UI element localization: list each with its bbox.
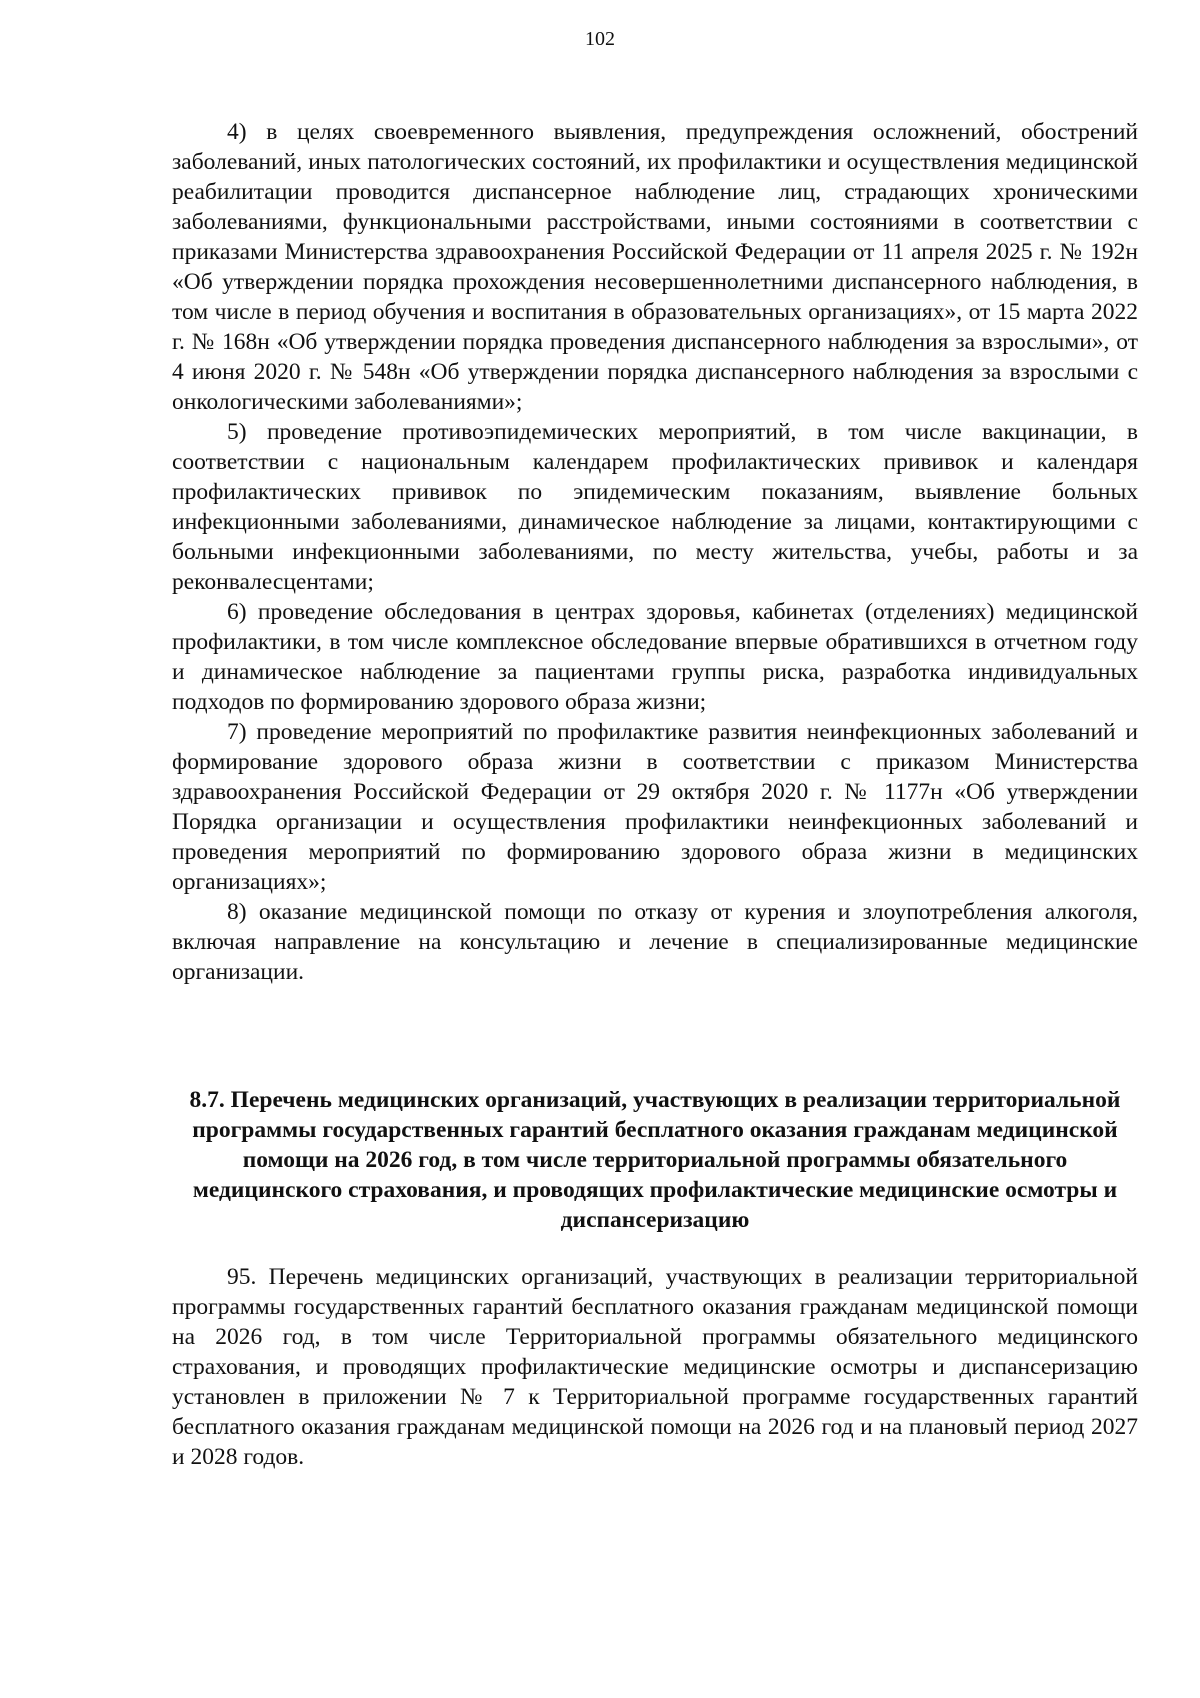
page-number: 102 <box>585 28 615 50</box>
list-item-4: 4) в целях своевременного выявления, предупреждения осложнений, обострений заболеваний, иных патологических состояний, их профилактики и осуществления медицинской реабилитации проводится диспансерное наблюдение лиц, страдающих хроническими заболеваниями, функциональными расстройствами, иными состояниями в соответствии с приказами Министерства здравоохранения Российской Федерации от 11 апреля 2025 г. № 192н «Об утверждении порядка прохождения несовершеннолетними диспансерного наблюдения, в том числе в период обучения и воспитания в образовательных организациях», от 15 марта 2022 г. № 168н «Об утверждении порядка проведения диспансерного наблюдения за взрослыми», от 4 июня 2020 г. № 548н «Об утверждении порядка диспансерного наблюдения за взрослыми с онкологическими заболеваниями»; <box>172 119 1138 415</box>
list-item-6: 6) проведение обследования в центрах здоровья, кабинетах (отделениях) медицинской профилактики, в том числе комплексное обследование впервые обратившихся в отчетном году и динамическое наблюдение за пациентами группы риска, разработка индивидуальных подходов по формированию здорового образа жизни; <box>172 599 1138 715</box>
section-heading: 8.7. Перечень медицинских организаций, участвующих в реализации территориальной программы государственных гарантий бесплатного оказания гражданам медицинской помощи на 2026 год, в том числе территориальной программы обязательного медицинского страхования, и проводящих профилактические медицинские осмотры и диспансеризацию <box>189 1087 1121 1233</box>
paragraph-95: 95. Перечень медицинских организаций, участвующих в реализации территориальной программы государственных гарантий бесплатного оказания гражданам медицинской помощи на 2026 год, в том числе Территориальной программы обязательного медицинского страхования, и проводящих профилактические медицинские осмотры и диспансеризацию установлен в приложении № 7 к Территориальной программе государственных гарантий бесплатного оказания гражданам медицинской помощи на 2026 год и на плановый период 2027 и 2028 годов. <box>172 1264 1138 1470</box>
list-item-8: 8) оказание медицинской помощи по отказу от курения и злоупотребления алкоголя, включая направление на консультацию и лечение в специализированные медицинские организации. <box>172 899 1138 985</box>
section-body <box>172 1262 1138 1472</box>
list-item-5: 5) проведение противоэпидемических мероприятий, в том числе вакцинации, в соответствии с национальным календарем профилактических прививок и календаря профилактических прививок по эпидемическим показаниям, выявление больных инфекционными заболеваниями, динамическое наблюдение за лицами, контактирующими с больными инфекционными заболеваниями, по месту жительства, учебы, работы и за реконвалесцентами; <box>172 419 1138 595</box>
list-item-7: 7) проведение мероприятий по профилактике развития неинфекционных заболеваний и формирование здорового образа жизни в соответствии с приказом Министерства здравоохранения Российской Федерации от 29 октября 2020 г. № 1177н «Об утверждении Порядка организации и осуществления профилактики неинфекционных заболеваний и проведения мероприятий по формированию здорового образа жизни в медицинских организациях»; <box>172 719 1138 895</box>
measures-list <box>172 117 1138 987</box>
